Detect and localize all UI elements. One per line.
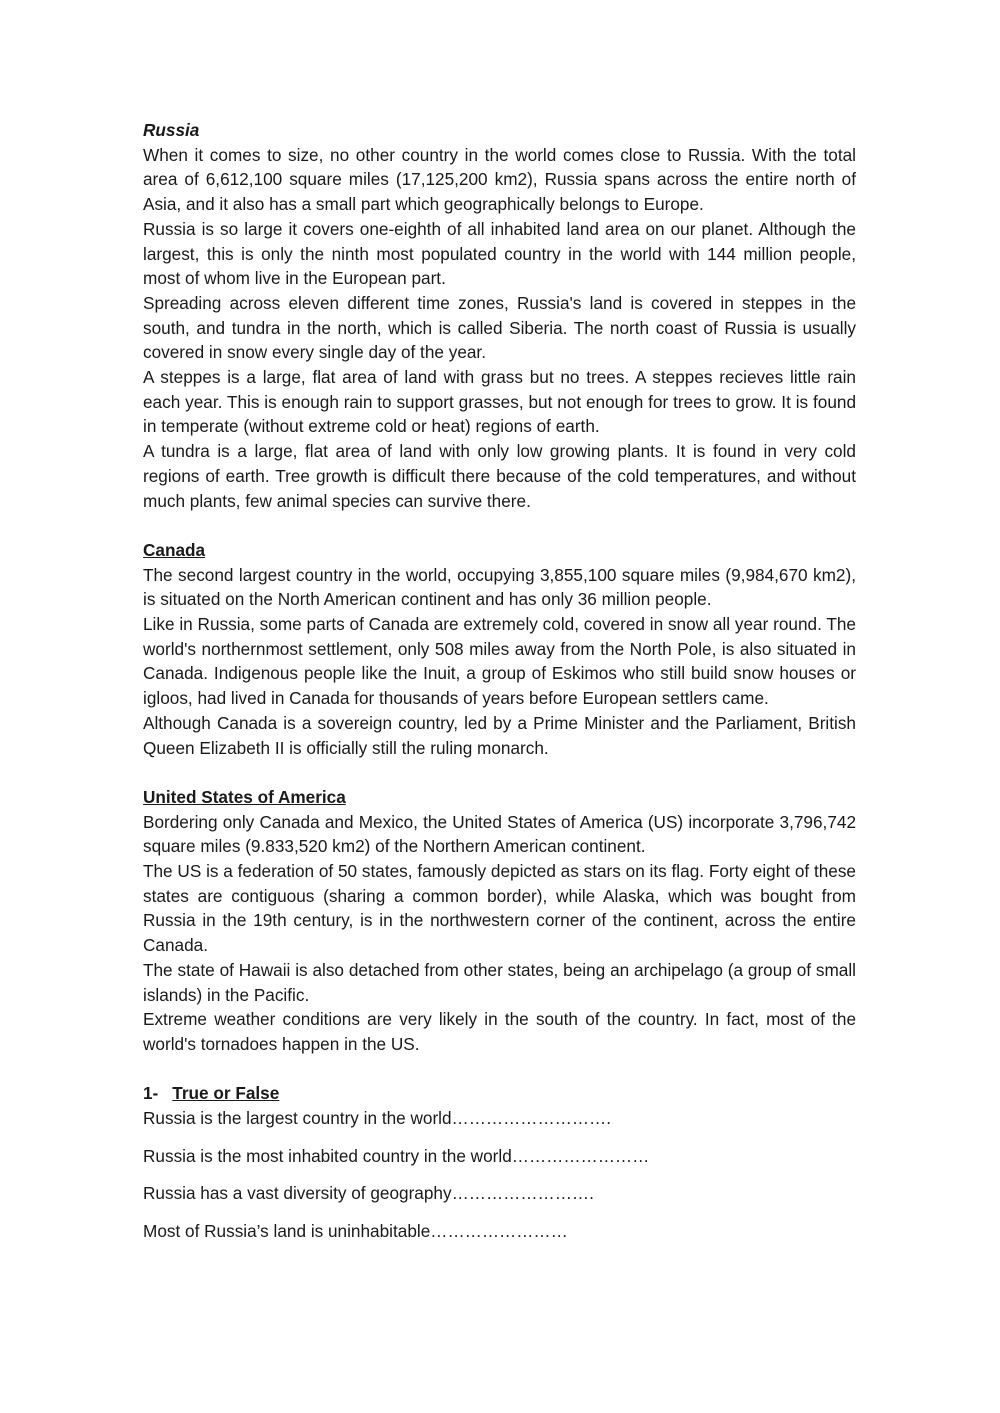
canada-paragraph: Although Canada is a sovereign country, led by a Prime Minister and the Parliament, British Queen Elizabeth II is officially still the ruling monarch.	[143, 712, 856, 758]
usa-paragraph: Bordering only Canada and Mexico, the United States of America (US) incorporate 3,796,742 square miles (9.833,520 km2) of the Northern American continent.	[143, 811, 856, 857]
canada-paragraph: The second largest country in the world, occupying 3,855,100 square miles (9,984,670 km2), is situated on the North American continent and has only 36 million people.	[143, 564, 856, 610]
usa-paragraph: Extreme weather conditions are very likely in the south of the country. In fact, most of the world's tornadoes happen in the US.	[143, 1009, 856, 1054]
russia-paragraph: A steppes is a large, flat area of land with grass but no trees. A steppes recieves little rain each year. This is enough rain to support grasses, but not enough for trees to grow. It is found in temperate (without extreme cold or heat) regions of earth.	[143, 367, 856, 437]
russia-paragraph: When it comes to size, no other country in the world comes close to Russia. With the total area of 6,612,100 square miles (17,125,200 km2), Russia spans across the entire north of Asia, and it also has a small part which geographically belongs to Europe.	[143, 144, 856, 215]
section-spacer	[143, 760, 856, 785]
section-spacer	[143, 513, 856, 538]
russia-paragraph: Spreading across eleven different time zones, Russia's land is covered in steppes in the south, and tundra in the north, which is called Siberia. The north coast of Russia is usually covered in snow every single day of the year.	[143, 292, 856, 363]
canada-heading: Canada	[143, 539, 206, 560]
usa-paragraph: The state of Hawaii is also detached from other states, being an archipelago (a group of small islands) in the Pacific.	[143, 959, 856, 1005]
usa-heading: United States of America	[143, 786, 346, 807]
exercise-title: True or False	[172, 1083, 280, 1104]
exercise-number: 1-	[143, 1083, 159, 1104]
true-false-question: Russia is the largest country in the world……………………….	[143, 1108, 612, 1129]
exercise-heading	[143, 1081, 856, 1106]
canada-paragraph: Like in Russia, some parts of Canada are extremely cold, covered in snow all year round. The world's northernmost settlement, only 508 miles away from the North Pole, is also situated in Canada. Indigenous people like the Inuit, a group of Eskimos who still build snow houses or igloos, had lived in Canada for thousands of years before European settlers came.	[143, 614, 856, 709]
true-false-question: Russia has a vast diversity of geography…………………….	[143, 1183, 594, 1204]
russia-paragraph: Russia is so large it covers one-eighth of all inhabited land area on our planet. Although the largest, this is only the ninth most populated country in the world with 144 million people, most of whom live in the European part.	[143, 218, 856, 289]
document-page	[143, 118, 856, 1257]
usa-paragraph: The US is a federation of 50 states, famously depicted as stars on its flag. Forty eight of these states are contiguous (sharing a common border), while Alaska, which was bought from Russia in the 19th century, is in the northwestern corner of the continent, across the entire Canada.	[143, 861, 856, 956]
section-spacer	[143, 1057, 856, 1082]
russia-heading: Russia	[143, 120, 200, 140]
russia-paragraph: A tundra is a large, flat area of land with only low growing plants. It is found in very cold regions of earth. Tree growth is difficult there because of the cold temperatures, and without much plants, few animal species can survive there.	[143, 441, 856, 511]
true-false-question: Russia is the most inhabited country in the world……………………	[143, 1145, 650, 1166]
true-false-question: Most of Russia’s land is uninhabitable……………………	[143, 1221, 568, 1242]
